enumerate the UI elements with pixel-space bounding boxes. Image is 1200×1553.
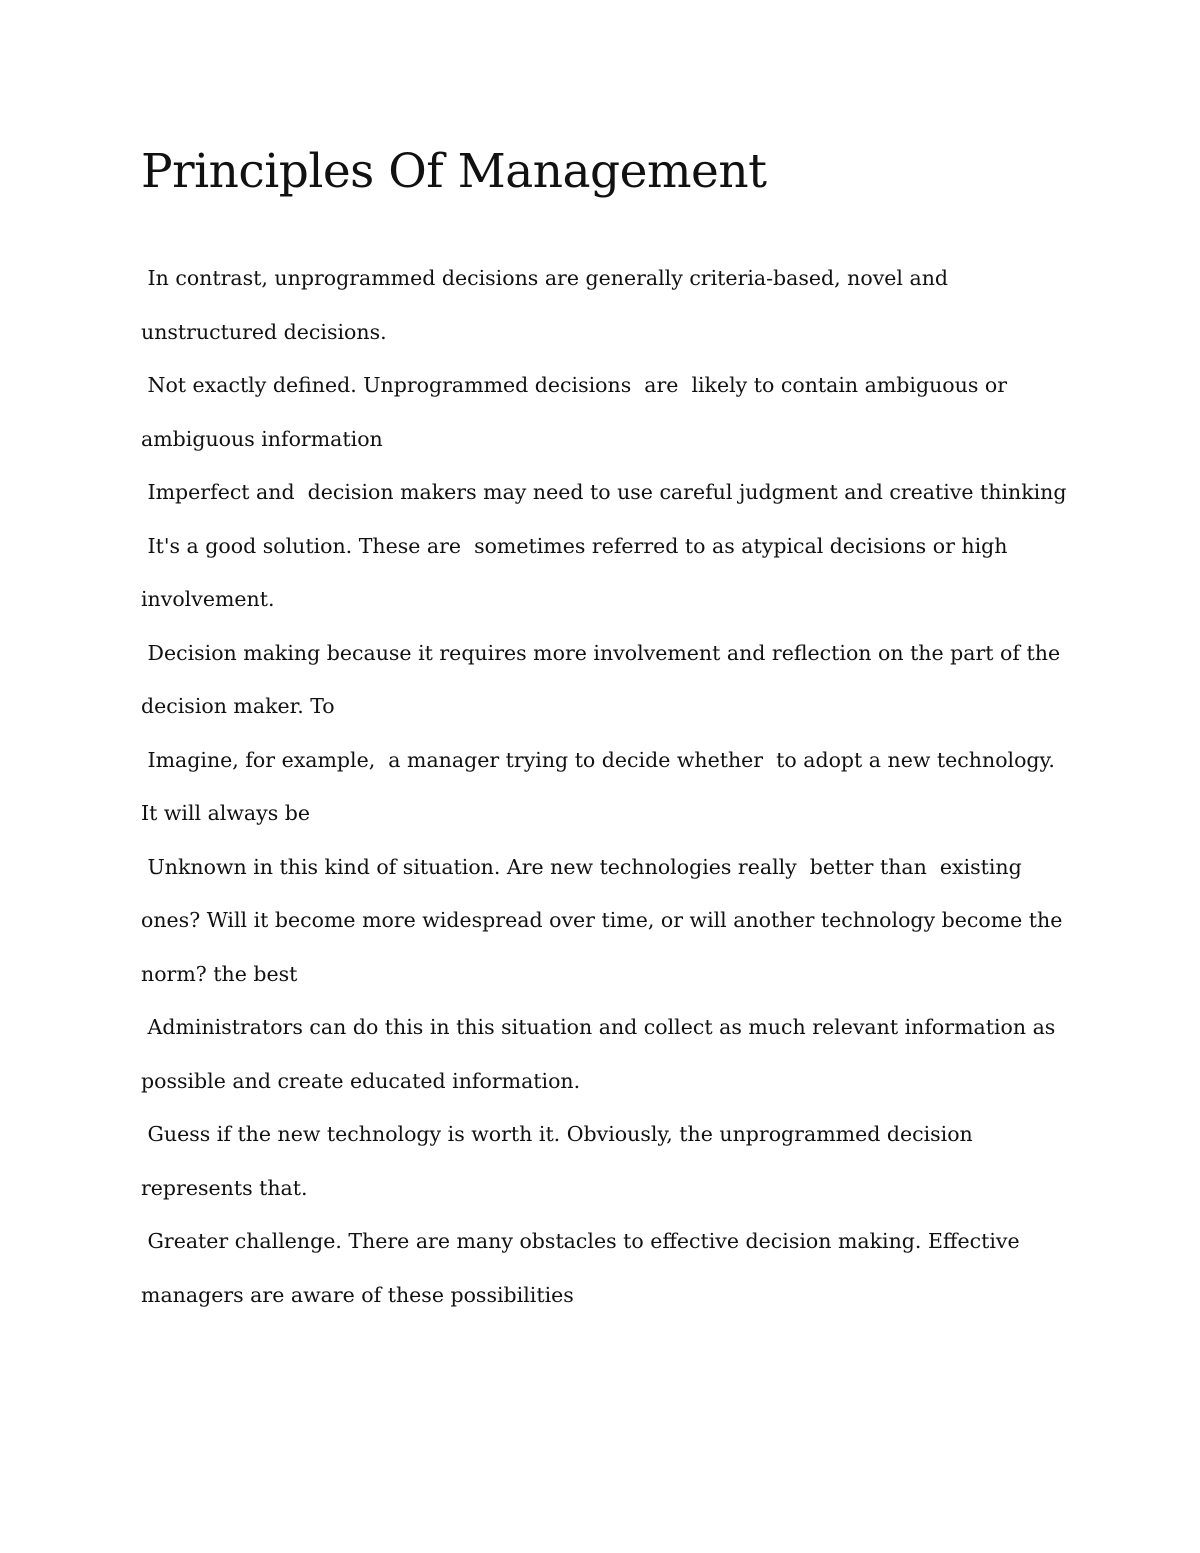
text-line: represents that.	[141, 1175, 308, 1200]
text-line: norm? the best	[141, 961, 298, 986]
text-line: Not exactly defined. Unprogrammed decisions are likely to contain ambiguous or	[141, 373, 1008, 397]
text-line: Greater challenge. There are many obstacles to effective decision making. Effective	[141, 1229, 1020, 1253]
text-line: involvement.	[141, 587, 275, 611]
text-line: Imperfect and decision makers may need to use careful judgment and creative thinking	[141, 480, 1067, 504]
text-line: Unknown in this kind of situation. Are new technologies really better than existing	[141, 854, 1022, 879]
text-line: decision maker. To	[141, 694, 335, 718]
text-line: possible and create educated information.	[141, 1068, 581, 1093]
text-line: Decision making because it requires more involvement and reflection on the part of the	[141, 640, 1061, 665]
text-line: ones? Will it become more widespread over time, or will another technology become the	[141, 908, 1063, 932]
text-line: It's a good solution. These are sometimes referred to as atypical decisions or high	[141, 533, 1008, 558]
document-title: Principles Of Management	[141, 144, 767, 199]
text-line: Guess if the new technology is worth it. Obviously, the unprogrammed decision	[141, 1122, 973, 1146]
text-line: unstructured decisions.	[141, 319, 387, 344]
text-line: ambiguous information	[141, 426, 383, 451]
document-body	[141, 258, 1071, 1328]
text-line: Imagine, for example, a manager trying to decide whether to adopt a new technology.	[141, 747, 1055, 772]
text-line: In contrast, unprogrammed decisions are generally criteria-based, novel and	[141, 266, 949, 290]
text-line: managers are aware of these possibilities	[141, 1282, 574, 1307]
text-line: Administrators can do this in this situation and collect as much relevant information as	[141, 1015, 1056, 1039]
text-line: It will always be	[141, 801, 311, 825]
